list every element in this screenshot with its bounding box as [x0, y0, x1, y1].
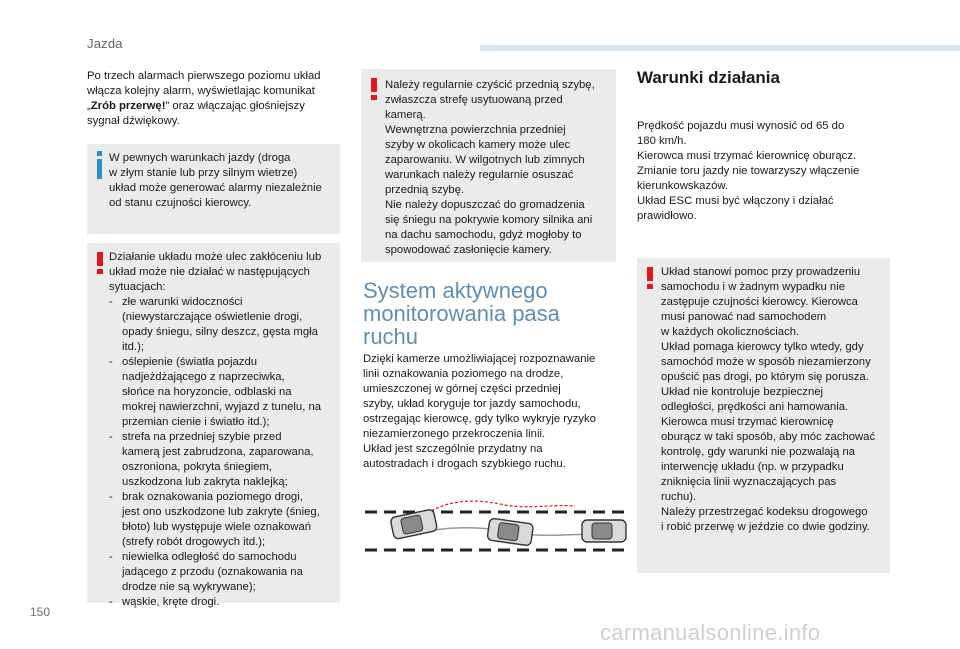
cond-line-3: Kierowca musi trzymać kierownicę oburącz.	[637, 150, 857, 162]
assistance-text	[661, 265, 890, 535]
clean-line-1: Należy regularnie czyścić przednią szybę,	[385, 79, 595, 91]
car-rear	[390, 509, 438, 540]
clean-line-12: spowodować zasłonięcie kamery.	[385, 244, 552, 256]
desc-line-7: Układ jest szczególnie przydatny na	[363, 443, 543, 455]
assist-line-3: zastępuje czujności kierowcy. Kierowca	[661, 296, 858, 308]
assist-line-18: i robić przerwę w jeździe co dwie godziny.	[661, 521, 870, 533]
clean-line-11: na dachu samochodu, gdyż mogłoby to	[385, 229, 582, 241]
lane-keeping-cars-illustration	[360, 490, 630, 570]
info-box-text	[109, 151, 337, 211]
bullet-distance: - niewielka odległość do samochodu jadącego z przodu (oznakowania na drodze nie są wykrywane);	[109, 551, 303, 593]
cond-line-7: prawidłowo.	[637, 210, 697, 222]
header-bar	[480, 45, 960, 51]
operating-conditions-text	[637, 119, 937, 224]
assist-line-4: musi panować nad samochodem	[661, 311, 827, 323]
assist-line-1: Układ stanowi pomoc przy prowadzeniu	[661, 266, 861, 278]
desc-line-8: autostradach i drogach szybkiego ruchu.	[363, 458, 566, 470]
info-icon	[97, 151, 102, 179]
bullet-glare: - oślepienie (światła pojazdu nadjeżdżającego z naprzeciwka, słońce na horyzoncie, odblaski na mokrej nawierzchni, wyjazd z tunelu, na przemian cienie i światło itd.);	[109, 356, 322, 428]
cond-line-4: Zmianie toru jazdy nie towarzyszy włączenie	[637, 165, 860, 177]
info-line-3: układ może generować alarmy niezależnie	[109, 182, 322, 194]
assist-line-8: opuścić pas drogi, po którym się porusza.	[661, 371, 869, 383]
info-line-1: W pewnych warunkach jazdy (droga	[109, 152, 291, 164]
watermark: carmanualsonline.info	[600, 620, 821, 645]
desc-line-3: umieszczonej w górnej części przedniej	[363, 383, 561, 395]
warning-box-conditions	[87, 243, 340, 608]
info-line-2: w złym stanie lub przy silnym wietrze)	[109, 167, 298, 179]
clean-line-6: zaparowaniu. W wilgotnych lub zimnych	[385, 154, 585, 166]
assist-line-15: zniknięcia linii wyznaczających pas	[661, 476, 837, 488]
heading-line-1: System aktywnego	[363, 278, 548, 303]
bullet-windscreen: - strefa na przedniej szybie przed kamerą jest zabrudzona, zaparowana, oszroniona, pokryta śniegiem, uszkodzona lub zakryta naklejką;	[109, 431, 314, 488]
desc-line-2: linii oznakowania poziomego na drodze,	[363, 368, 564, 380]
intro-line-4: sygnał dźwiękowy.	[87, 115, 180, 127]
assist-line-12: oburącz w taki sposób, aby móc zachować	[661, 431, 876, 443]
page-number: 150	[30, 605, 51, 619]
clean-line-2: zwłaszcza strefę usytuowaną przed	[385, 94, 563, 106]
assist-line-16: ruchu).	[661, 491, 697, 503]
info-box	[87, 144, 340, 234]
desc-line-6: niezamierzonego przekroczenia linii.	[363, 428, 546, 440]
assist-line-11: Kierowca musi trzymać kierownicę	[661, 416, 834, 428]
intro-quote-open: „	[87, 100, 91, 112]
warn-intro-2: układ może nie działać w następujących	[109, 266, 310, 278]
assist-line-9: Układ nie kontroluje bezpiecznej	[661, 386, 824, 398]
intro-line-2: włącza kolejny alarm, wyświetlając komunikat	[87, 85, 315, 97]
operating-conditions-heading: Warunki działania	[637, 68, 780, 87]
intro-line-3: ” oraz włączając głośniejszy	[165, 100, 305, 112]
assist-line-2: samochodu i w żadnym wypadku nie	[661, 281, 845, 293]
assist-line-17: Należy przestrzegać kodeksu drogowego	[661, 506, 868, 518]
warning-icon	[371, 78, 377, 100]
desc-line-1: Dzięki kamerze umożliwiającej rozpoznawanie	[363, 353, 596, 365]
clean-line-8: przednią szybę.	[385, 184, 465, 196]
warning-box-cleaning	[361, 69, 616, 262]
assist-line-7: samochód może w sposób niezamierzony	[661, 356, 871, 368]
warn-intro-1: Działanie układu może ulec zakłóceniu lub	[109, 251, 322, 263]
cond-line-5: kierunkowskazów.	[637, 180, 729, 192]
cleaning-text	[385, 78, 613, 258]
assist-line-6: Układ pomaga kierowcy tylko wtedy, gdy	[661, 341, 864, 353]
assist-line-13: kontrolę, gdy warunki nie pozwalają na	[661, 446, 856, 458]
info-line-4: od stanu czujności kierowcy.	[109, 197, 252, 209]
desc-line-5: ostrzegając kierowcę, gdy tylko wykryje ryzyko	[363, 413, 596, 425]
lane-keeping-description	[363, 352, 618, 472]
cond-line-2: 180 km/h.	[637, 135, 687, 147]
car-front	[582, 520, 626, 542]
clean-line-9: Nie należy dopuszczać do gromadzenia	[385, 199, 585, 211]
clean-line-7: warunkach należy regularnie osuszać	[385, 169, 574, 181]
bullet-visibility: - złe warunki widoczności (niewystarczające oświetlenie drogi, opady śniegu, silny deszcz, gęsta mgła itd.);	[109, 296, 318, 353]
car-middle	[487, 518, 534, 546]
warning-icon	[97, 252, 103, 274]
cond-line-1: Prędkość pojazdu musi wynosić od 65 do	[637, 120, 845, 132]
bullet-narrow-roads: - wąskie, kręte drogi.	[109, 596, 220, 608]
intro-line-1: Po trzech alarmach pierwszego poziomu układ	[87, 70, 321, 82]
clean-line-5: szyby w okolicach kamery może ulec	[385, 139, 571, 151]
assist-line-10: odległości, prędkości ani hamowania.	[661, 401, 849, 413]
section-header: Jazda	[87, 36, 123, 51]
cond-line-6: Układ ESC musi być włączony i działać	[637, 195, 834, 207]
intro-paragraph	[87, 69, 337, 129]
intro-message: Zrób przerwę!	[90, 100, 166, 112]
heading-line-2: monitorowania pasa	[363, 301, 560, 326]
warning-box-text	[109, 250, 337, 610]
warn-intro-3: sytuacjach:	[109, 281, 166, 293]
desc-line-4: szyby, układ koryguje tor jazdy samochodu,	[363, 398, 581, 410]
assist-line-5: w każdych okolicznościach.	[661, 326, 800, 338]
warning-icon	[647, 267, 653, 289]
warning-box-assistance	[637, 258, 890, 573]
clean-line-4: Wewnętrzna powierzchnia przedniej	[385, 124, 566, 136]
bullet-markings: - brak oznakowania poziomego drogi, jest ono uszkodzone lub zakryte (śnieg, błoto) lub występuje wiele oznakowań (strefy robót drogowych itd.);	[109, 491, 320, 548]
clean-line-3: kamerą.	[385, 109, 426, 121]
assist-line-14: interwencję układu (np. w przypadku	[661, 461, 844, 473]
section-heading-lane-keeping	[363, 279, 613, 348]
clean-line-10: się śniegu na pokrywie komory silnika ani	[385, 214, 593, 226]
heading-line-3: ruchu	[363, 324, 419, 349]
